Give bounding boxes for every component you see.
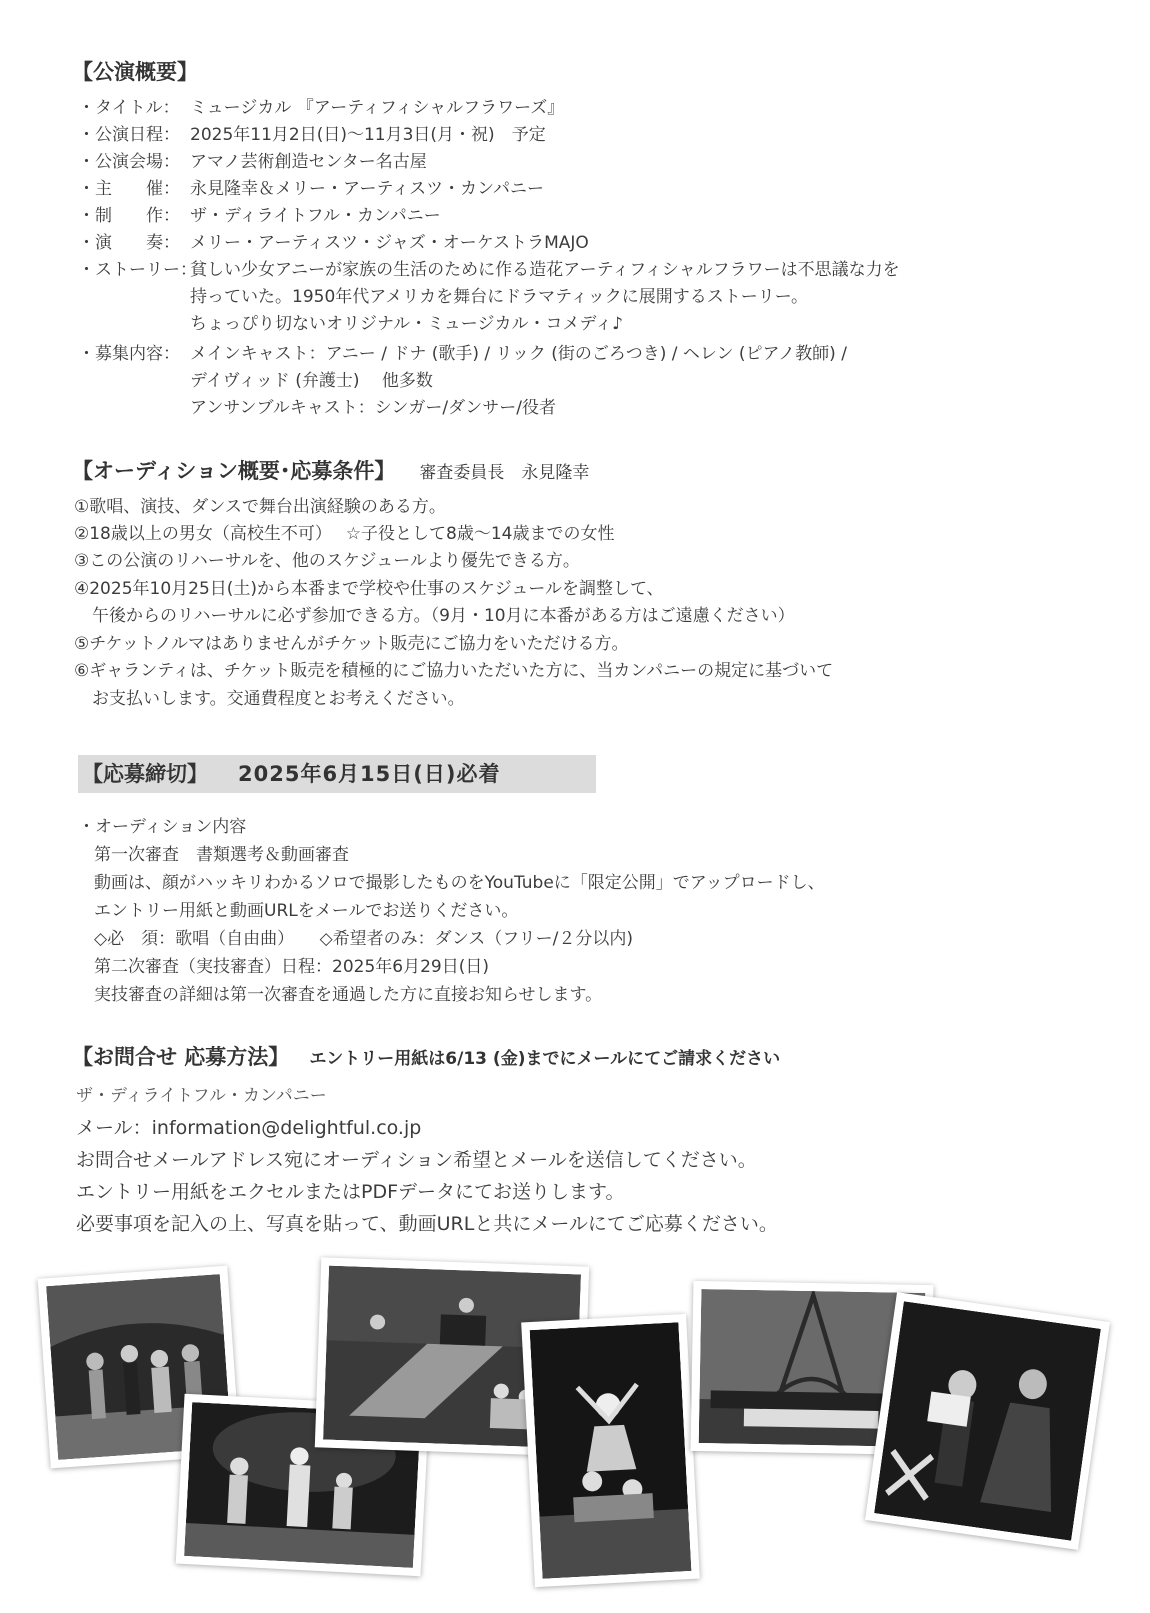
overview-row-production: ・制 作： ザ・ディライトフル・カンパニー	[78, 206, 441, 226]
overview-row-organizer: ・主 催： 永見隆幸＆メリー・アーティスツ・カンパニー	[78, 179, 544, 199]
stage-photo-6	[865, 1292, 1110, 1550]
stage-photo-4	[521, 1314, 700, 1587]
condition-6-cont: お支払いします。交通費程度とお考えください。	[92, 689, 465, 709]
condition-2: ②18歳以上の男女（高校生不可） ☆子役として8歳〜14歳までの女性	[74, 524, 615, 544]
overview-row-story-cont-1: 持っていた。1950年代アメリカを舞台にドラマティックに展開するストーリー。	[190, 287, 809, 307]
contact-line-3: 必要事項を記入の上、写真を貼って、動画URLと共にメールにてご応募ください。	[76, 1213, 778, 1235]
condition-4-cont: 午後からのリハーサルに必ず参加できる方。（9月・10月に本番がある方はご遠慮ください）	[92, 606, 795, 626]
overview-heading: 【公演概要】	[72, 60, 198, 84]
condition-1: ①歌唱、演技、ダンスで舞台出演経験のある方。	[74, 497, 446, 517]
content-line-1: 第一次審査 書類選考＆動画審査	[94, 845, 349, 865]
overview-row-recruit-cont-1: デイヴィッド (弁護士) 他多数	[190, 371, 433, 391]
overview-row-performance: ・演 奏： メリー・アーティスツ・ジャズ・オーケストラMAJO	[78, 233, 589, 253]
overview-row-story-cont-2: ちょっぴり切ないオリジナル・ミュージカル・コメディ♪	[190, 314, 623, 334]
contact-heading: 【お問合せ 応募方法】 エントリー用紙は6/13 (金)までにメールにてご請求ください	[72, 1045, 781, 1069]
deadline-banner	[78, 755, 596, 793]
content-line-5: 第二次審査（実技審査）日程：2025年6月29日(日)	[94, 957, 489, 977]
content-heading: ・オーディション内容	[78, 817, 247, 837]
audition-heading: 【オーディション概要･応募条件】 審査委員長 永見隆幸	[72, 459, 590, 483]
contact-line-2: エントリー用紙をエクセルまたはPDFデータにてお送りします。	[76, 1181, 625, 1203]
content-line-6: 実技審査の詳細は第一次審査を通過した方に直接お知らせします。	[94, 985, 603, 1005]
contact-line-1: お問合せメールアドレス宛にオーディション希望とメールを送信してください。	[76, 1149, 757, 1171]
overview-row-recruit: ・募集内容： メインキャスト：アニー / ドナ (歌手) / リック (街のごろつき) / ヘレン (ピアノ教師) /	[78, 344, 847, 364]
content-line-3: エントリー用紙と動画URLをメールでお送りください。	[94, 901, 519, 921]
overview-row-schedule: ・公演日程： 2025年11月2日(日)〜11月3日(月・祝) 予定	[78, 125, 546, 145]
overview-row-title: ・タイトル： ミュージカル 『アーティフィシャルフラワーズ』	[78, 98, 565, 118]
contact-company: ザ・ディライトフル・カンパニー	[76, 1086, 327, 1106]
deadline-label: 【応募締切】	[82, 762, 208, 786]
content-line-4: ◇必 須：歌唱（自由曲） ◇希望者のみ：ダンス（フリー/２分以内)	[94, 929, 633, 949]
condition-4: ④2025年10月25日(土)から本番まで学校や仕事のスケジュールを調整して、	[74, 579, 664, 599]
overview-row-recruit-cont-2: アンサンブルキャスト：シンガー/ダンサー/役者	[190, 398, 556, 418]
overview-row-story: ・ストーリー：貧しい少女アニーが家族の生活のために作る造花アーティフィシャルフラワーは不思議な力を	[78, 260, 900, 280]
contact-email[interactable]: メール：information@delightful.co.jp	[76, 1117, 422, 1139]
contact-note: エントリー用紙は6/13 (金)までにメールにてご請求ください	[309, 1049, 781, 1069]
deadline-date: 2025年6月15日(日)必着	[238, 762, 501, 786]
condition-6: ⑥ギャランティは、チケット販売を積極的にご協力いただいた方に、当カンパニーの規定に基づいて	[74, 661, 834, 681]
overview-row-venue: ・公演会場： アマノ芸術創造センター名古屋	[78, 152, 427, 172]
condition-3: ③この公演のリハーサルを、他のスケジュールより優先できる方。	[74, 551, 580, 571]
judge-label: 審査委員長 永見隆幸	[419, 463, 590, 483]
content-line-2: 動画は、顔がハッキリわかるソロで撮影したものをYouTubeに「限定公開」でアップロードし、	[94, 873, 825, 893]
condition-5: ⑤チケットノルマはありませんがチケット販売にご協力をいただける方。	[74, 634, 629, 654]
